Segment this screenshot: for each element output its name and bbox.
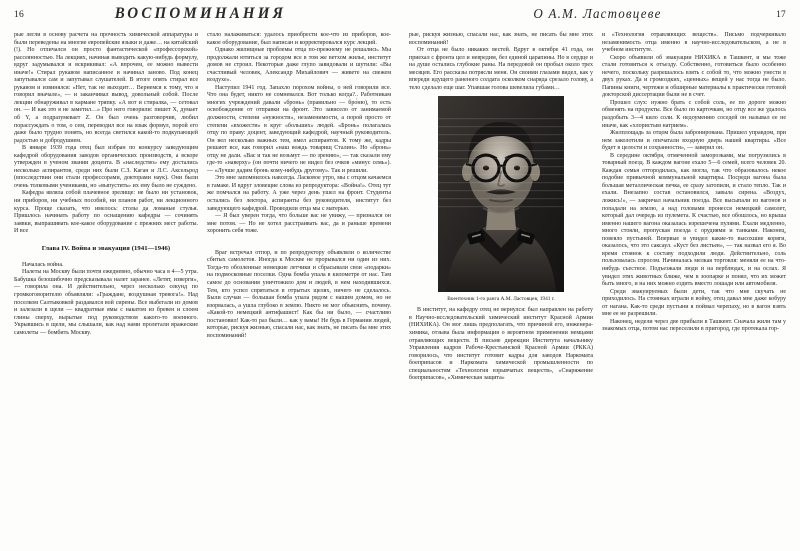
paragraph: В январе 1939 года отец был избран по конкурсу заведующим кафедрой оборудования заводов органических производств, а вскоре утвержден в ученом звании доцента. В «наследство» ему достались несколько аспирантов, среди них были С.З. Каган и Л.С. Аксельрод (впоследствии они стали профессорами, докторами наук). Они были очень толковыми учениками, но «выпустить» их ему было не суждено.: [14, 145, 198, 189]
right-columns: [409, 32, 786, 544]
paragraph: и «Технология отравляющих веществ». Письмо подчеркивало незаменимость отца именно в научно-исследовательском, а не в учебном институте.: [602, 32, 786, 54]
paragraph: Среди эвакуируемых были дети, так что мне скучать не приходилось. На стоянках играли в войну, отец давал мне даже кобуру от нагана. Как-то среди пустыни я поймал черепаху, но в вагон взять мне ее не разрешили.: [602, 288, 786, 318]
left-running-title: ВОСПОМИНАНИЯ: [114, 5, 287, 23]
paragraph: стало налаживаться: удалось приобрести кое-что из приборов, кое-какое оборудование, был написан и корректировался курс лекций.: [207, 32, 391, 46]
paragraph: От отца не было никаких вестей. Вдруг в октябре 41 года, он приехал с фронта цел и невредим, без единой царапины. Но в сердце и на душе остались глубокие раны. На передовой он пробыл около трех месяцев. Его рассказы потрясли меня. Он своими глазами видел, как у впереди идущего раненого солдата осколком снаряда срезало голову, а тело сделало еще шаг. Упавшая голова шевелила губами…: [409, 47, 593, 91]
paragraph: Наступил 1941 год. Запахло порохом войны, о ней говорили все. Что она будет, никто не сомневался. Вот только когда?.. Работникам многих учреждений давали «бронь» (правильно — бро́ню), то есть освобождение от отправки на фронт. Это зависело от занимаемой должности, степени «нужности», незаменимости, а порой просто от степени «вхожести» в круг «больших» людей. «Бронь» полагалась отцу по праву: доцент, заведующий кафедрой, научный руководитель. Он вел несколько важных тем, имел аспирантов. К тому же, кадры решают все, как говорил «наш вождь товарищ Сталин». Но «бронь» отцу не дали. «Вас и так не возьмут — по зрению», — так сказали ему где-то «наверху» (он почти ничего не видел без очков «минус семь»). — «Лучше дадим бронь кому-нибудь другому». Так и решили.: [207, 84, 391, 174]
right-running-head: [409, 5, 786, 29]
column-gap: [207, 236, 391, 245]
paragraph: Однако жилищные проблемы отца по-прежнему не решались. Мы продолжали ютиться за городом все в том же ветхом жилье, институт домов не строил. Некоторые даже глупо завидовали и шутили: «Вы счастливый человек, Александр Михайлович — живете на свежем воздухе».: [207, 47, 391, 84]
portrait-figure: [409, 96, 593, 303]
paragraph: Жилплощадь за отцом была забронирована. Пришел управдом, при нем заколотили и опечатали входную дверь нашей квартиры. «Все будет в целости и сохранности», — заверил он.: [602, 130, 786, 152]
portrait-caption: Воентехник 1-го ранга А.М. Ластовцев, 1941 г.: [447, 296, 555, 303]
paragraph: Прошел слух: нужно брать с собой соль, ее по дороге можно обменять на продукты. Все было по карточкам, но отцу все же удалось раздобыть 3—4 кило соли. К недоумению соседей он называл ее не иначе, как «хлористым натрием».: [602, 99, 786, 129]
paragraph: Это мне запомнилось навсегда. Ласковое утро, мы с отцом качаемся в гамаке. И вдруг зловещие слова из репродуктора: «Война!». Отец тут же помчался на работу. А уже через день ушел на фронт. Студенты остались без лектора, аспиранты без руководителя, институт без заведующего кафедрой. Проводили отца мы с матерью.: [207, 175, 391, 212]
paragraph: Кафедра являла собой плачевное зрелище: не было ни установок, ни приборов, ни учебных пособий, ни планов работ, ни лекционного курса. Проще сказать, что имелось: столы да ломаные стулья. Пришлось начинать работу по оснащению кафедры — сочинять заявки, выпрашивать кое-какое оборудование с прежних мест работы. И все: [14, 190, 198, 235]
right-page: [400, 0, 800, 551]
left-running-head: [14, 5, 391, 29]
chapter-heading: Глава IV. Война и эвакуация (1941—1946): [41, 244, 171, 252]
right-running-title: О А.М. Ластовцеве: [533, 5, 662, 22]
portrait-photo: [438, 96, 564, 292]
paragraph: В институт, на кафедру отец не вернулся: был направлен на работу в Научно-исследовательский химический институт Красной Армии (НИХИКА). Он мог лишь предполагать, что причиной его, инженера-химика, отзыва была информация о вероятном применении немцами отравляющих веществ. В письме дирекции Института начальнику Управления кадров Рабоче-Крестьянской Красной Армии (РККА) говорилось, что институт готовит кадры для заводов Наркомата боеприпасов и Наркомата химической промышленности по специальностям «Технология взрывчатых веществ», «Снаряжение боеприпасов», «Химическая защита»: [409, 307, 593, 382]
right-folio: 17: [776, 10, 786, 20]
paragraph: рые легли в основу расчета на прочность химической аппаратуры и были переведены на многие европейские языки и даже… на китайский (!). Но отличался он просто фантастической «профессорской» рассеянностью. На лекциях, начиная выводить какую-нибудь формулу, вдруг задумывался и вскрикивал: «А впрочем, ее можно вывести иначе!» Стирал рукавом написанное и начинал заново. Под конец запутывался сам и запутывал слушателей. В итоге опять стирал все рукавом и извинялся: «Нет, так не выходит… Вернемся к тому, что я говорил вначале», — и заканчивал вывод, довольный собой. После лекции обнаруживал в кармане тряпку. «А вот и стиралка, — сетовал он. — И как это я не заметил…» Про него говорили: пишет X, думает об Y, а подразумевает Z. Он был очень разговорчив, любил порассуждать о том, о сем, переводил все на язык формул, порой его даже было трудно понять, но всегда светился какой-то подкупающей радостью и добродушием.: [14, 32, 198, 144]
paragraph: Скоро объявили об эвакуации НИХИКА в Ташкент, и мы тоже стали готовиться к отъезду. Собственно, готовиться было особенно нечего, поскольку разрешалось взять с собой то, что можно унести в двух руках. Да и громоздких, «ценных» вещей у нас тогда не было. Папины книги, чертежи и обширные материалы к практически готовой докторской диссертации были не в счет.: [602, 54, 786, 99]
left-columns: [14, 32, 391, 544]
paragraph: Враг встречал отпор, и по репродуктору объявляли о количестве сбитых самолетов. Иногда к Москве не прорывался ни один из них. Тогда-то обозленные немецкие летчики и сбрасывали свои «подарки» на подмосковные поселки. Одна бомба упала в километре от нас. Там самое до основания уничтожило дом и людей, в нем находившихся. Тем, кто успел спрятаться в отрытых щелях, ничего не сделалось. Были случаи — большая бомба упала рядом с нашим домом, но не взорвалась, а ушла глубоко в землю. Никто не мог объяснить, почему. «Какой-то немецкий антифашист! Как бы ни было, — счастливо постановил! Как-то раз были… как у вамы! Не будь в Германии людей, которые, рискуя жизнью, спасали нас, как знать, не писать бы мне этих воспоминаний!: [207, 249, 391, 339]
paragraph: В середине октября, отмеченной заморозками, мы погрузились в товарный поезд. В каждом вагоне ехало 5—6 семей, всего человек 20. Каждая семья отгородилась, как могла, так что образовалось некое подобие привычной коммунальной квартиры. Посреди вагона была большая металлическая печка, ее сразу затопили, и стало тепло. Так и ехали. Внезапно состав остановился, завыла сирена. «Воздух, ложись!», — закричал начальник поезда. Все высыпали из вагонов и попадали на землю, а над головами пронесся немецкий самолет, который дал очередь из пулемета. К счастью, все обошлось, но крыша именно нашего вагона оказалась изрешечена пулями. Ехали медленно, много стояли, пропуская поезда с орудиями и танками. Наконец, повеяло пустыней. Впервые я увидел какие-то высохшие коряги, оказалось, что это саксаул. «Куст без листьев», — так назвал его я. Во время стоянок к составу подходили люди. Действительно, соль пользовалась спросом. Начиналась мелкая торговля: меняли ее на что-нибудь съестное. Подъезжали люди и на верблюдах, и на ослах. Я увидел этих животных ближе, чем в зоопарке и понял, что их может быть много, и на них можно ездить вместо лошади или автомобиля.: [602, 152, 786, 288]
portrait-image: [438, 96, 564, 292]
paragraph: Началась война.: [22, 261, 64, 268]
left-column-1: [14, 32, 198, 544]
paragraph: Налеты на Москву были почти ежедневно, обычно часа в 4—5 утра. Бабушка безошибочно предсказывала налет заранее. «Летят, изверги», — говорила она. И действительно, через несколько секунд по громкоговорителю объявляли: «Граждане, воздушная тревога!». Над поселком Салтыковкой раздавался вой сирены. Все выбегали из домов и залезали в щели — квадратные ямы с накатом из бревен и слоем глины сверху, вырытые под руководством какого-то военного. Укрывшись в щели, мы слышали, как над нами пролетали вражеские самолеты — бомбить Москву.: [14, 269, 198, 336]
left-column-2: [207, 32, 391, 544]
paragraph: рые, рискуя жизнью, спасали нас, как знать, не писать бы мне этих воспоминаний!: [409, 32, 593, 46]
left-folio: 16: [14, 10, 24, 20]
paragraph: — Я был уверен тогда, что больше вас не увижу, — признался он мне потом. — Но не хотел расстраивать вас, да и раньше времени хоронить себя тоже.: [207, 213, 391, 235]
paragraph: Наконец, недели через две прибыли в Ташкент. Сначала жили там у знакомых отца, потом нас переселили в пригород, где протекала гор-: [602, 318, 786, 333]
right-column-1: [409, 32, 593, 544]
right-column-2: [602, 32, 786, 544]
